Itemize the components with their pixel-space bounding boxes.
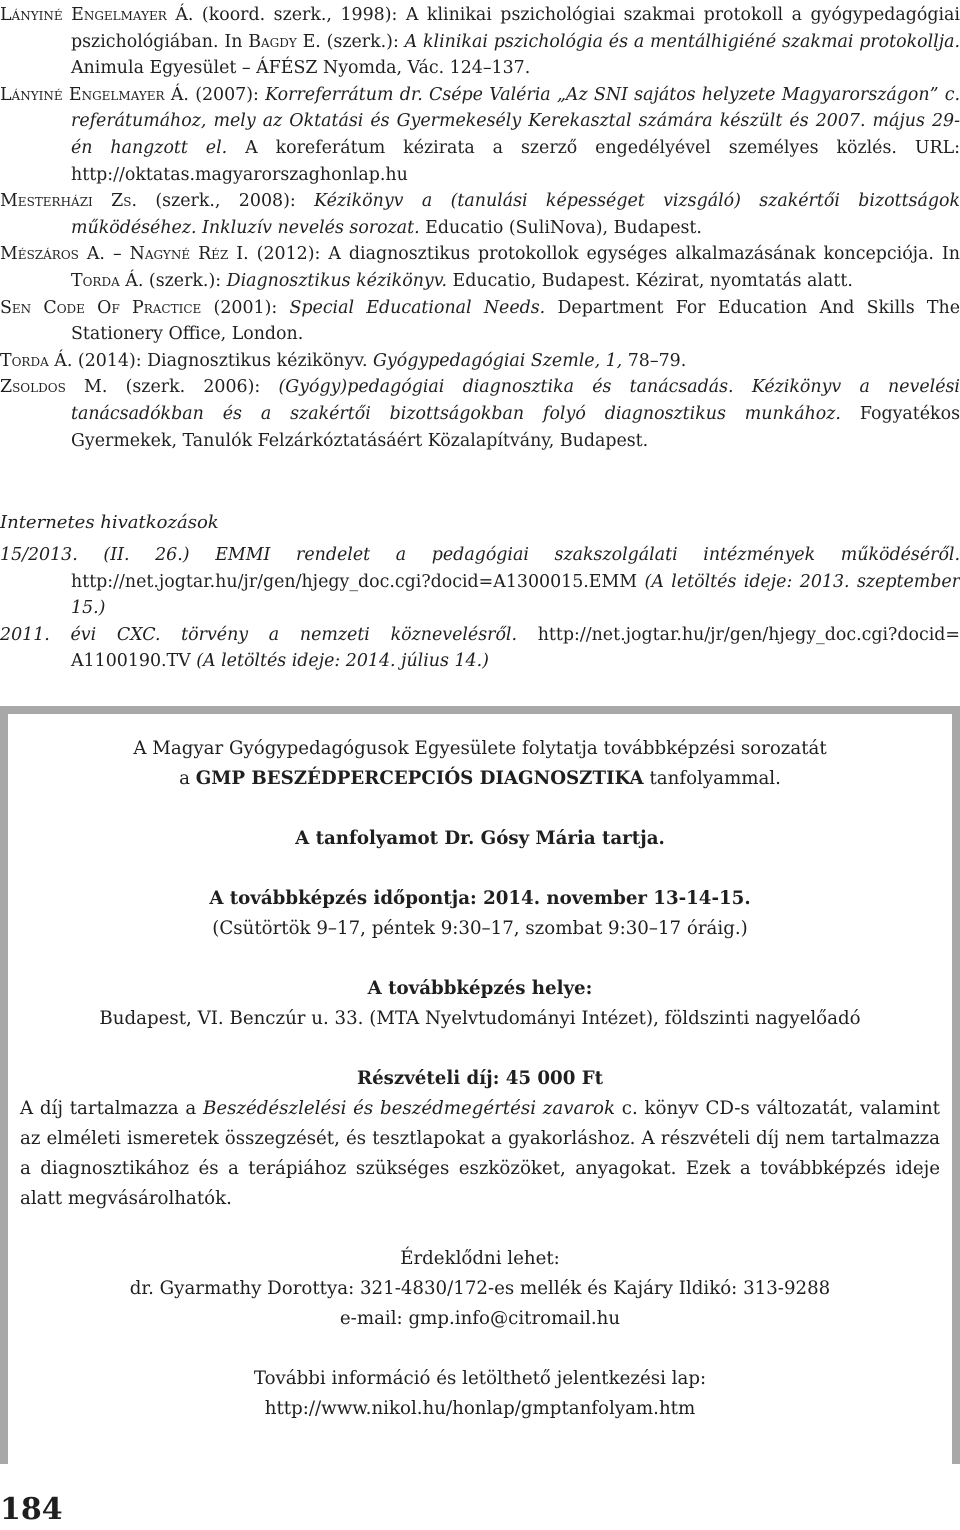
- reference-author: Lányiné Engelmayer Á.: [0, 5, 194, 25]
- contact-label: Érdeklődni lehet:: [400, 1248, 560, 1269]
- reference-title: Korreferrátum dr. Csépe Valéria „Az SNI sajátos helyzete Magyarországon” c. referátumához, mely az Oktatási és Gyermekesély Kerekasztal számára készült és 2007. május 29-én hangzott el.: [71, 84, 960, 158]
- more-info-label: További információ és letölthető jelentkezési lap:: [253, 1368, 707, 1389]
- course-title: GMP BESZÉDPERCEPCIÓS DIAGNOSZTIKA: [195, 768, 644, 789]
- internet-reference-item: [0, 542, 960, 622]
- internet-reference-url[interactable]: http://net.jogtar.hu/jr/gen/hjegy_doc.cgi?docid=A1300015.EMM: [71, 571, 645, 592]
- reference-title: Diagnosztikus kézikönyv.: [226, 270, 448, 291]
- internet-reference-url[interactable]: http://net.jogtar.hu/jr/gen/hjegy_doc.cgi?docid= A1100190.TV: [71, 624, 960, 672]
- fee-description: A díj tartalmazza a Beszédészlelési és beszédmegértési zavarok c. könyv CD-s változatát, valamint az elméleti ismeretek összegzését, és tesztlapokat a gyakorláshoz. A részvételi díj nem tartalmazza a diagnosztikához és a terápiához szükséges eszközöket, anyagokat. Ezek a továbbképzés ideje alatt megvásárolhatók.: [20, 1098, 940, 1209]
- reference-item: Lányiné Engelmayer Á. (koord. szerk., 1998): A klinikai pszichológiai szakmai protokoll a gyógypedagógiai pszichológiában. In Bagdy E. (szerk.): A klinikai pszichológia és a mentálhigiéné szakmai protokollja. Animula Egyesület – ÁFÉSZ Nyomda, Vác. 124–137.: [0, 5, 960, 79]
- reference-item: Zsoldos M. (szerk. 2006): (Gyógy)pedagógiai diagnosztika és tanácsadás. Kézikönyv a nevelési tanácsadókban és a szakértői bizottságokban folyó diagnosztikus munkához. Fogyatékos Gyermekek, Tanulók Felzárkóztatásáért Közalapítvány, Budapest.: [0, 377, 960, 451]
- reference-author: Torda Á.: [0, 350, 73, 371]
- internet-reference-list: [0, 542, 960, 675]
- reference-item: Mészáros A. – Nagyné Réz I. (2012): A diagnosztikus protokollok egységes alkalmazásának koncepciója. In Torda Á. (szerk.): Diagnosztikus kézikönyv. Educatio, Budapest. Kézirat, nyomtatás alatt.: [0, 244, 960, 291]
- reference-title: Kézikönyv a (tanulási képességet vizsgáló) szakértői bizottságok működéséhez. Inkluzív nevelés sorozat.: [71, 191, 960, 238]
- reference-editor: Bagdy E.: [248, 31, 321, 52]
- reference-author: Nagyné Réz I.: [129, 244, 249, 265]
- venue: Budapest, VI. Benczúr u. 33. (MTA Nyelvtudományi Intézet), földszinti nagyelőadó: [99, 1008, 861, 1029]
- reference-editor: Torda Á.: [71, 270, 144, 291]
- reference-title: Gyógypedagógiai Szemle, 1,: [373, 350, 623, 371]
- reference-item: Lányiné Engelmayer Á. (2007): Korreferrátum dr. Csépe Valéria „Az SNI sajátos helyzete Magyarországon” c. referátumához, mely az Oktatási és Gyermekesély Kerekasztal számára készült és 2007. május 29-én hangzott el. A koreferátum kézirata a szerző engedélyével személyes közlés. URL: http://oktatas.magyarorszaghonlap.hu: [0, 84, 960, 185]
- reference-item: Sen Code Of Practice (2001): Special Educational Needs. Department For Education And Skills The Stationery Office, London.: [0, 297, 960, 345]
- reference-title: Special Educational Needs.: [289, 297, 546, 318]
- reference-author: Zsoldos M.: [0, 377, 108, 398]
- reference-author: Lányiné Engelmayer Á.: [0, 84, 189, 105]
- course-date: A továbbképzés időpontja: 2014. november 13-14-15.: [209, 888, 751, 909]
- presenter: A tanfolyamot Dr. Gósy Mária tartja.: [295, 828, 665, 849]
- contact-email[interactable]: e-mail: gmp.info@citromail.hu: [339, 1308, 621, 1329]
- download-date: (A letöltés ideje: 2013. szeptember 15.): [71, 571, 960, 619]
- fee-label: Részvételi díj: 45 000 Ft: [356, 1068, 604, 1089]
- registration-url[interactable]: http://www.nikol.hu/honlap/gmptanfolyam.htm: [264, 1398, 696, 1419]
- announcement-course: a GMP BESZÉDPERCEPCIÓS DIAGNOSZTIKA tanfolyammal.: [179, 768, 781, 789]
- announcement-intro: A Magyar Gyógypedagógusok Egyesülete folytatja továbbképzési sorozatát: [133, 738, 827, 759]
- course-announcement: [20, 734, 940, 1424]
- internet-references-heading: Internetes hivatkozások: [0, 512, 219, 533]
- announcement-frame-top: [0, 706, 960, 714]
- internet-reference-title: 15/2013. (II. 26.) EMMI rendelet a pedagógiai szakszolgálati intézmények működéséről.: [0, 545, 960, 565]
- course-schedule: (Csütörtök 9–17, péntek 9:30–17, szombat 9:30–17 óráig.): [212, 918, 748, 939]
- page-number: 184: [0, 1492, 63, 1527]
- internet-reference-title: 2011. évi CXC. törvény a nemzeti köznevelésről.: [0, 624, 518, 645]
- download-date: (A letöltés ideje: 2014. július 14.): [196, 651, 489, 672]
- internet-reference-item: [0, 622, 960, 675]
- announcement-frame-right: [952, 714, 960, 1464]
- reference-item: Torda Á. (2014): Diagnosztikus kézikönyv. Gyógypedagógiai Szemle, 1, 78–79.: [0, 350, 687, 371]
- reference-author: Mészáros A.: [0, 244, 105, 265]
- contact-phone: dr. Gyarmathy Dorottya: 321-4830/172-es mellék és Kajáry Ildikó: 313-9288: [129, 1278, 831, 1299]
- announcement-frame-left: [0, 714, 8, 1464]
- reference-title: (Gyógy)pedagógiai diagnosztika és tanácsadás. Kézikönyv a nevelési tanácsadókban és a szakértői bizottságokban folyó diagnosztikus munkához.: [71, 377, 960, 424]
- venue-label: A továbbképzés helye:: [367, 978, 593, 999]
- reference-author: Sen Code Of Practice: [0, 297, 202, 318]
- reference-list: [0, 2, 960, 454]
- reference-title: A klinikai pszichológia és a mentálhigiéné szakmai protokollja.: [404, 31, 960, 52]
- reference-item: Mesterházi Zs. (szerk., 2008): Kézikönyv a (tanulási képességet vizsgáló) szakértői bizottságok működéséhez. Inkluzív nevelés sorozat. Educatio (SuliNova), Budapest.: [0, 191, 960, 238]
- book-title: Beszédészlelési és beszédmegértési zavarok: [202, 1098, 616, 1119]
- reference-author: Mesterházi Zs.: [0, 191, 137, 212]
